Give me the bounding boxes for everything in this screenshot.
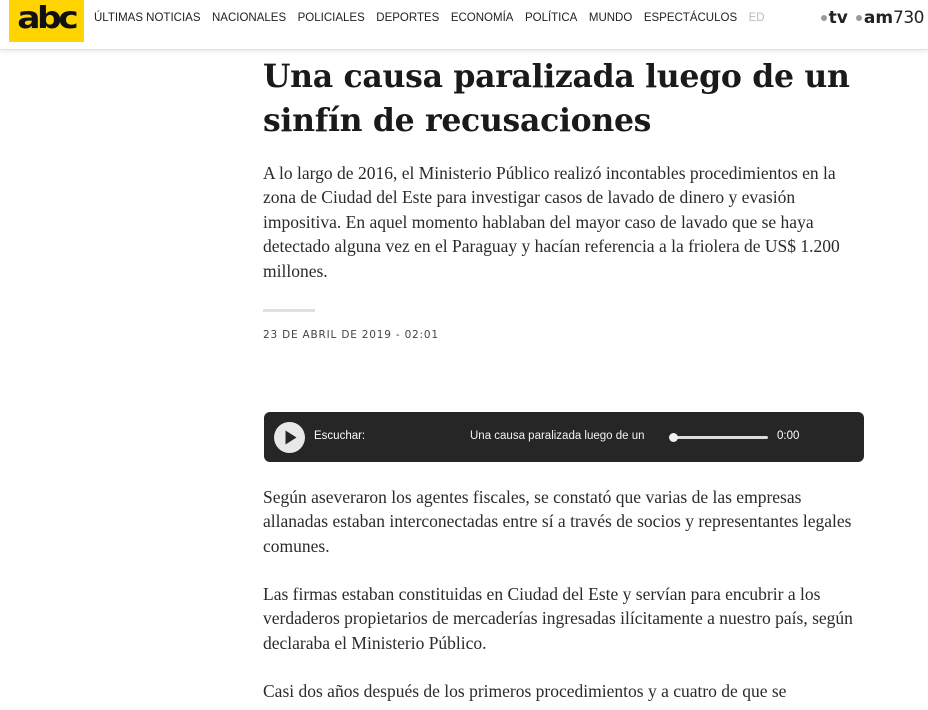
divider (263, 309, 315, 312)
progress-knob[interactable] (669, 433, 678, 442)
progress-slider[interactable] (672, 436, 768, 439)
time-display: 0:00 (777, 430, 800, 442)
am-dot-icon (856, 15, 862, 21)
nav-item-espectaculos[interactable]: ESPECTÁCULOS (643, 12, 738, 24)
am-label: am (863, 8, 894, 28)
logo-text: abc (17, 1, 76, 36)
abc-logo[interactable] (9, 0, 84, 42)
article-date: 23 DE ABRIL DE 2019 - 02:01 (263, 329, 439, 341)
paragraph-1: Según aseveraron los agentes fiscales, se constató que varias de las empresas allanadas estaban interconectadas entre sí a través de socios y representantes legales comunes. (263, 487, 852, 556)
top-navigation-bar (0, 0, 928, 50)
abc-tv-link[interactable] (821, 8, 848, 28)
play-button[interactable] (274, 422, 305, 453)
tv-label: tv (828, 8, 848, 28)
nav-item-policiales[interactable]: POLICIALES (297, 12, 365, 24)
nav-item-politica[interactable]: POLÍTICA (524, 12, 578, 24)
article-title: Una causa paralizada luego de un sinfín de recusaciones (263, 58, 850, 139)
play-icon (274, 422, 305, 453)
article-lead: A lo largo de 2016, el Ministerio Público realizó incontables procedimientos en la zona de Ciudad del Este para investigar casos de lavado de dinero y evasión impositiva. En aquel momento hablaban del mayor caso de lavado que se haya detectado alguna vez en el Paraguay y hacían referencia a la friolera de US$ 1.200 millones. (263, 163, 840, 281)
paragraph-3: Casi dos años después de los primeros procedimientos y a cuatro de que se (263, 681, 787, 701)
track-title: Una causa paralizada luego de un (470, 430, 645, 442)
am-number: 730 (893, 8, 924, 28)
audio-player (264, 412, 864, 462)
am730-link[interactable] (856, 8, 924, 28)
nav-item-nacionales[interactable]: NACIONALES (212, 12, 287, 24)
nav-item-economia[interactable]: ECONOMÍA (450, 12, 514, 24)
nav-item-mundo[interactable]: MUNDO (588, 12, 633, 24)
nav-item-ultimas-noticias[interactable]: ÚLTIMAS NOTICIAS (94, 12, 201, 24)
main-nav (94, 12, 765, 26)
listen-label: Escuchar: (314, 430, 366, 442)
paragraph-2: Las firmas estaban constituidas en Ciudad del Este y servían para encubrir a los verdaderos propietarios de mercaderías ingresadas ilícitamente a nuestro país, según declaraba el Ministerio Público. (263, 584, 853, 653)
tv-dot-icon (821, 15, 827, 21)
nav-item-deportes[interactable]: DEPORTES (376, 12, 440, 24)
nav-item-truncated[interactable]: ED (748, 12, 765, 24)
brand-links (821, 6, 924, 30)
